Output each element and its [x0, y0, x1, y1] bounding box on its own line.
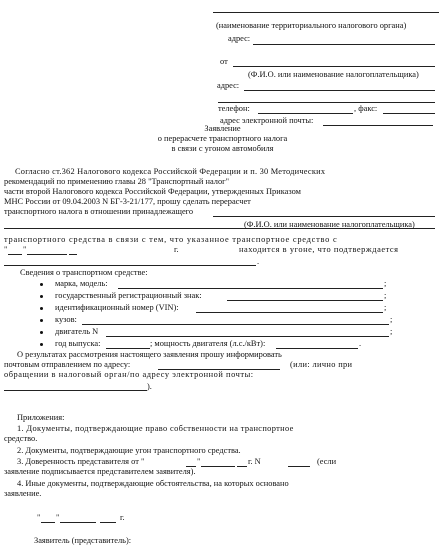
theft-year-line[interactable] [69, 254, 77, 255]
attachment-3-b: " [197, 457, 201, 466]
taxpayer-caption: (Ф.И.О. или наименование налогоплательщика) [248, 70, 419, 79]
vehicle-engine-line[interactable] [106, 336, 389, 337]
poa-number-line[interactable] [288, 466, 310, 467]
signing-date-open-quote: " [37, 513, 41, 522]
owner-caption: (Ф.И.О. или наименование налогоплательщика) [244, 220, 415, 229]
vehicle-plate-end: ; [384, 291, 387, 300]
from-label: от [220, 57, 228, 66]
attachment-1-line-2: средство. [4, 434, 38, 443]
vehicle-plate-line[interactable] [227, 300, 383, 301]
notify-end: ). [147, 382, 152, 391]
theft-month-line[interactable] [27, 254, 67, 255]
attachment-4-line-1: 4. Иные документы, подтверждающие обстоятельства, на которых основано [17, 479, 289, 488]
body-line-1: Согласно ст.362 Налогового кодекса Российской Федерации и п. 30 Методических [15, 167, 326, 176]
vehicle-make-line[interactable] [118, 288, 383, 289]
fax-label: , факс: [354, 104, 378, 113]
attachment-3-a: 3. Доверенность представителя от " [17, 457, 145, 466]
attachment-2: 2. Документы, подтверждающие угон транспортного средства. [17, 446, 241, 455]
signing-year-line[interactable] [100, 522, 116, 523]
vehicle-body-end: ; [390, 315, 393, 324]
body-line-4: МНС России от 09.04.2003 N БГ-3-21/177, прошу сделать перерасчет [4, 197, 251, 206]
vehicle-engine-end: ; [390, 327, 393, 336]
notify-line-1: О результатах рассмотрения настоящего заявления прошу информировать [17, 350, 282, 359]
notify-line-2b: (или: лично при [290, 360, 353, 369]
signing-month-line[interactable] [60, 522, 96, 523]
vehicle-year-end: . [359, 339, 362, 348]
poa-year-line[interactable] [237, 466, 247, 467]
theft-date-close-quote: " [23, 245, 27, 254]
body-line-7: находится в угоне, что подтверждается [239, 245, 399, 254]
bullet-icon [40, 331, 43, 334]
vehicle-vin-end: ; [384, 303, 387, 312]
vehicle-power-line[interactable] [276, 348, 358, 349]
vehicle-year-label: год выпуска: [55, 339, 101, 348]
body-line-3: части второй Налогового кодекса Российской Федерации, утвержденных Приказом [4, 187, 301, 196]
notify-email-line[interactable] [4, 390, 147, 391]
theft-proof-line[interactable] [4, 265, 256, 266]
vehicle-body-line[interactable] [82, 324, 389, 325]
attachment-4-line-2: заявление. [4, 489, 42, 498]
bullet-icon [40, 283, 43, 286]
attachment-1-line-1: 1. Документы, подтверждающие право собственности на транспортное [17, 424, 294, 433]
notify-line-3: обращении в налоговый орган/по адресу электронной почты: [4, 370, 254, 379]
notify-line-2a: почтовым отправлением по адресу: [4, 360, 131, 369]
vehicle-body-label: кузов: [55, 315, 77, 324]
vehicle-plate-label: государственный регистрационный знак: [55, 291, 202, 300]
document-title: Заявление [204, 124, 241, 133]
email-label: адрес электронной почты: [220, 116, 314, 125]
authority-address-label: адрес: [228, 34, 251, 43]
document-subtitle-1: о перерасчете транспортного налога [157, 134, 288, 143]
attachments-heading: Приложения: [17, 413, 65, 422]
vehicle-vin-label: идентификационный номер (VIN): [55, 303, 179, 312]
bullet-icon [40, 295, 43, 298]
vehicle-vin-line[interactable] [196, 312, 383, 313]
owner-name-line[interactable] [213, 216, 435, 217]
vehicle-engine-label: двигатель N [55, 327, 99, 336]
vehicle-power-label: ; мощность двигателя (л.с./кВт): [150, 339, 266, 348]
vehicle-heading: Сведения о транспортном средстве: [20, 268, 148, 277]
bullet-icon [40, 343, 43, 346]
theft-day-line[interactable] [8, 254, 22, 255]
authority-name-line[interactable] [213, 12, 439, 13]
bullet-icon [40, 319, 43, 322]
phone-line[interactable] [258, 113, 353, 114]
taxpayer-address-label: адрес: [217, 81, 240, 90]
signing-day-line[interactable] [41, 522, 55, 523]
bullet-icon [40, 307, 43, 310]
poa-month-line[interactable] [201, 466, 235, 467]
signing-year-suffix: г. [120, 513, 125, 522]
authority-caption: (наименование территориального налогового органа) [216, 21, 407, 30]
body-line-2: рекомендаций по применению главы 28 "Транспортный налог" [4, 177, 229, 186]
theft-proof-end: . [257, 257, 260, 266]
document-subtitle-2: в связи с угоном автомобиля [171, 144, 274, 153]
phone-label: телефон: [218, 104, 250, 113]
theft-year-suffix: г. [174, 245, 179, 254]
body-line-6: транспортного средства в связи с тем, что указанное транспортное средство с [4, 235, 338, 244]
signer-label: Заявитель (представитель): [34, 536, 132, 545]
fax-line[interactable] [383, 113, 435, 114]
vehicle-make-end: ; [384, 279, 387, 288]
authority-address-line[interactable] [253, 44, 435, 45]
taxpayer-name-line[interactable] [233, 66, 435, 67]
vehicle-year-line[interactable] [106, 348, 150, 349]
body-line-5: транспортного налога в отношении принадлежащего [4, 207, 194, 216]
attachment-3-d: (если [317, 457, 337, 466]
vehicle-make-label: марка, модель: [55, 279, 108, 288]
taxpayer-address-line-2[interactable] [218, 102, 435, 103]
taxpayer-address-line-1[interactable] [244, 90, 435, 91]
attachment-3-line-2: заявление подписывается представителем заявителя). [4, 467, 196, 476]
signing-date-close-quote: " [56, 513, 60, 522]
attachment-3-c: г. N [248, 457, 261, 466]
theft-date-open-quote: " [4, 245, 8, 254]
